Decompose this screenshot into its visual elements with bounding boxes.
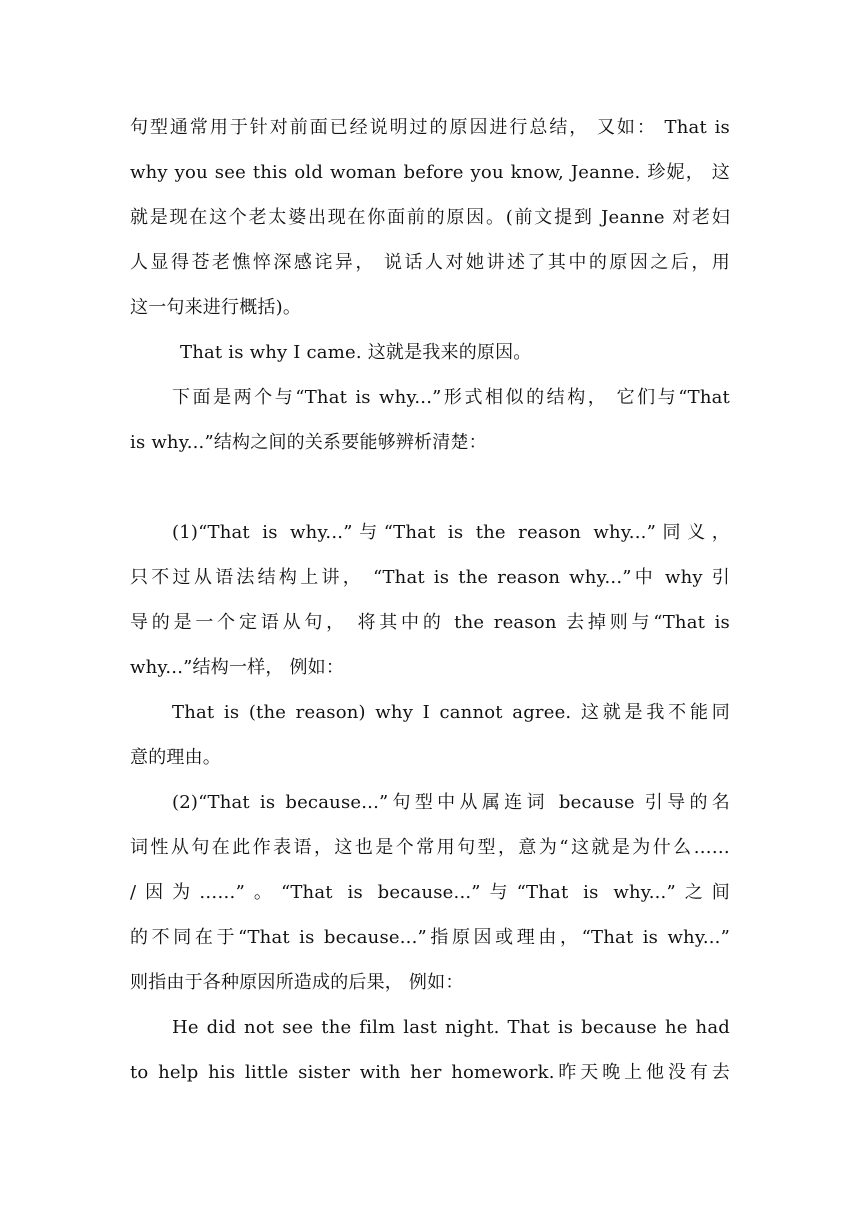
example-sentence: to help his little sister with her homework.昨天晚上他没有去 — [130, 1062, 730, 1083]
example-sentence: That is (the reason) why I cannot agree. 这就是我不能同 — [172, 702, 730, 723]
list-item-2-line: 的不同在于“That is because...”指原因或理由，“That is why...” — [130, 927, 730, 948]
paragraph-line: 句型通常用于针对前面已经说明过的原因进行总结， 又如： That is — [130, 117, 730, 138]
list-item-1-line: 导的是一个定语从句， 将其中的 the reason 去掉则与“That is — [130, 612, 730, 633]
list-item-1-line: (1)“That is why...”与“That is the reason why...”同义， — [172, 522, 730, 543]
list-item-2-line: (2)“That is because...”句型中从属连词 because 引导的名 — [172, 792, 730, 813]
paragraph-line: 下面是两个与“That is why...”形式相似的结构， 它们与“That — [172, 387, 730, 408]
paragraph-line: is why...”结构之间的关系要能够辨析清楚： — [130, 432, 487, 453]
list-item-2-line: 则指由于各种原因所造成的后果， 例如： — [130, 972, 464, 993]
paragraph-line: 就是现在这个老太婆出现在你面前的原因。(前文提到 Jeanne 对老妇 — [130, 207, 730, 228]
list-item-1-line: 只不过从语法结构上讲， “That is the reason why...”中 why 引 — [130, 567, 730, 588]
example-sentence: That is why I came. 这就是我来的原因。 — [180, 342, 532, 363]
paragraph-line: 这一句来进行概括)。 — [130, 297, 302, 318]
example-sentence: He did not see the film last night. That is because he had — [172, 1017, 730, 1038]
example-sentence: 意的理由。 — [130, 747, 221, 768]
list-item-1-line: why...”结构一样， 例如： — [130, 657, 345, 678]
list-item-2-line: /因为……”。“That is because...”与“That is why...”之间 — [130, 882, 730, 903]
list-item-2-line: 词性从句在此作表语，这也是个常用句型，意为“这就是为什么…… — [130, 837, 730, 858]
paragraph-line: 人显得苍老憔悴深感诧异， 说话人对她讲述了其中的原因之后，用 — [130, 252, 730, 273]
paragraph-line: why you see this old woman before you know, Jeanne. 珍妮， 这 — [130, 162, 730, 183]
